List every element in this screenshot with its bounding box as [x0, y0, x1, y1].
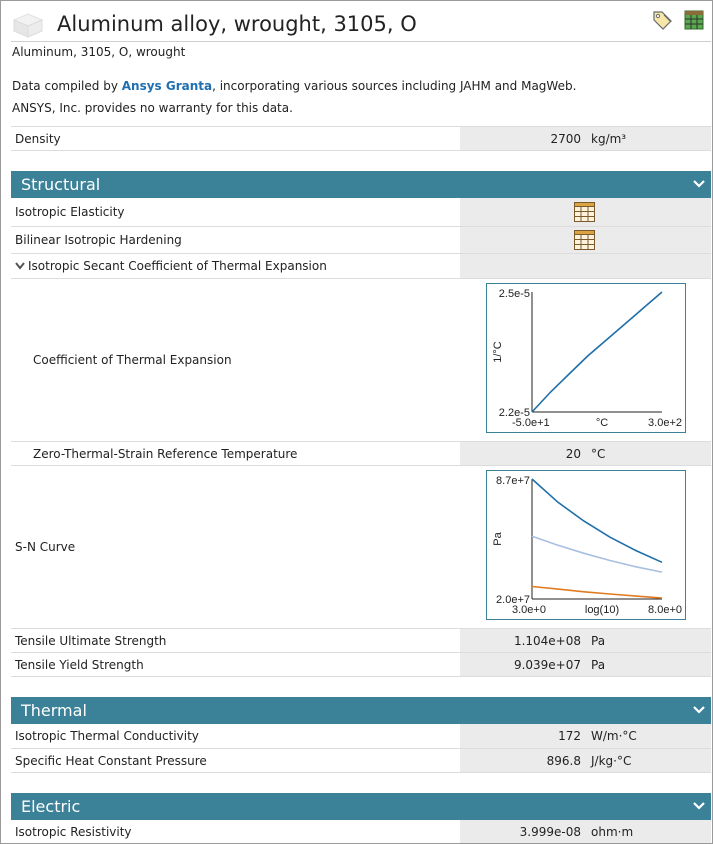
series-line-upper — [532, 479, 662, 562]
property-row-tensile-yield — [11, 653, 711, 677]
property-value-cell — [460, 629, 711, 652]
collapse-arrow-icon[interactable] — [15, 262, 25, 270]
property-value-cell — [460, 724, 711, 748]
property-label: Isotropic Thermal Conductivity — [15, 729, 199, 743]
warranty-disclaimer: ANSYS, Inc. provides no warranty for this data. — [12, 101, 293, 115]
x-tick-label: 8.0e+0 — [648, 604, 682, 616]
property-row-bilinear-hardening[interactable] — [11, 227, 711, 254]
property-value: 172 — [558, 729, 581, 743]
property-value: 1.104e+08 — [513, 633, 581, 648]
property-label: Tensile Yield Strength — [15, 657, 144, 672]
property-unit: Pa — [591, 633, 606, 648]
property-unit: Pa — [591, 657, 606, 672]
property-value-cell — [460, 198, 711, 226]
property-label: Zero-Thermal-Strain Reference Temperature — [33, 446, 298, 461]
sn-chart-svg — [487, 471, 685, 619]
ansys-granta-link[interactable]: Ansys Granta — [121, 79, 213, 93]
property-label: Isotropic Resistivity — [15, 824, 132, 839]
property-value-cell — [460, 749, 711, 772]
cte-chart-svg — [487, 284, 685, 432]
x-tick-label: 3.0e+2 — [648, 417, 682, 429]
property-value: 9.039e+07 — [513, 657, 581, 672]
y-tick-label: 2.0e+7 — [496, 594, 530, 606]
info-suffix: , incorporating various sources including JAHM and MagWeb. — [212, 79, 577, 93]
property-row-sn-curve — [11, 466, 711, 629]
x-tick-label: -5.0e+1 — [512, 417, 550, 429]
y-tick-label: 2.2e-5 — [498, 407, 530, 419]
material-subtitle: Aluminum, 3105, O, wrought — [12, 45, 186, 59]
x-axis-label: log(10) — [584, 604, 620, 616]
y-axis-label: Pa — [492, 532, 504, 546]
material-cube-icon — [11, 12, 45, 38]
property-value-cell — [460, 279, 711, 441]
property-label: Coefficient of Thermal Expansion — [33, 353, 232, 367]
table-grid-icon[interactable] — [574, 202, 595, 222]
property-label: Density — [15, 131, 61, 146]
property-row-isotropic-elasticity[interactable] — [11, 198, 711, 227]
property-group-label[interactable] — [15, 259, 327, 273]
property-value-cell — [460, 442, 711, 465]
title-bar — [11, 9, 711, 41]
property-value: 896.8 — [546, 753, 581, 768]
page-title: Aluminum alloy, wrought, 3105, O — [57, 12, 417, 36]
property-row-thermal-conductivity — [11, 724, 711, 749]
property-unit: W/m·°C — [591, 729, 637, 743]
info-prefix: Data compiled by — [12, 79, 122, 93]
property-group-secant-cte[interactable] — [11, 254, 711, 279]
section-title: Thermal — [21, 701, 87, 720]
property-label: Specific Heat Constant Pressure — [15, 753, 207, 768]
chevron-down-icon[interactable] — [693, 801, 705, 811]
property-value: 3.999e-08 — [519, 824, 581, 839]
data-table-icon[interactable] — [683, 9, 705, 31]
x-tick-label: 3.0e+0 — [512, 604, 546, 616]
property-value: 2700 — [550, 131, 581, 146]
property-value-cell — [460, 466, 711, 628]
property-row-specific-heat — [11, 749, 711, 773]
title-divider — [11, 41, 711, 42]
property-unit: ohm·m — [591, 824, 634, 839]
sn-curve-chart[interactable] — [486, 470, 686, 620]
property-value: 20 — [565, 446, 581, 461]
tag-icon[interactable] — [651, 9, 673, 31]
property-unit: kg/m³ — [591, 131, 627, 146]
property-group-title: Isotropic Secant Coefficient of Thermal Expansion — [28, 259, 327, 273]
property-value-cell — [460, 254, 711, 278]
property-unit: °C — [591, 446, 606, 461]
table-grid-icon[interactable] — [574, 230, 595, 250]
property-row-zero-thermal-strain — [11, 442, 711, 466]
y-tick-label: 2.5e-5 — [498, 288, 530, 300]
data-source-info — [12, 79, 576, 93]
y-tick-label: 8.7e+7 — [496, 475, 530, 487]
property-label: Isotropic Elasticity — [15, 205, 125, 219]
y-axis-label: 1/°C — [492, 341, 504, 363]
property-value-cell — [460, 820, 711, 843]
x-axis-label: °C — [595, 417, 609, 429]
property-value-cell — [460, 227, 711, 253]
series-line-cte — [532, 292, 662, 412]
property-row-cte-chart — [11, 279, 711, 442]
property-row-resistivity — [11, 820, 711, 844]
section-header-electric[interactable] — [11, 793, 711, 820]
chevron-down-icon[interactable] — [693, 705, 705, 715]
section-title: Structural — [21, 175, 101, 194]
property-label: Tensile Ultimate Strength — [15, 633, 167, 648]
property-value-cell — [460, 653, 711, 676]
chevron-down-icon[interactable] — [693, 179, 705, 189]
series-line-lower — [532, 587, 662, 599]
property-label: S-N Curve — [15, 540, 76, 554]
property-value-cell — [460, 127, 711, 150]
property-row-tensile-ultimate — [11, 629, 711, 653]
cte-chart[interactable] — [486, 283, 686, 433]
property-unit: J/kg·°C — [591, 753, 632, 768]
section-header-thermal[interactable] — [11, 697, 711, 724]
section-title: Electric — [21, 797, 81, 816]
property-label: Bilinear Isotropic Hardening — [15, 233, 182, 247]
property-row-density — [11, 126, 711, 151]
section-header-structural[interactable] — [11, 171, 711, 198]
